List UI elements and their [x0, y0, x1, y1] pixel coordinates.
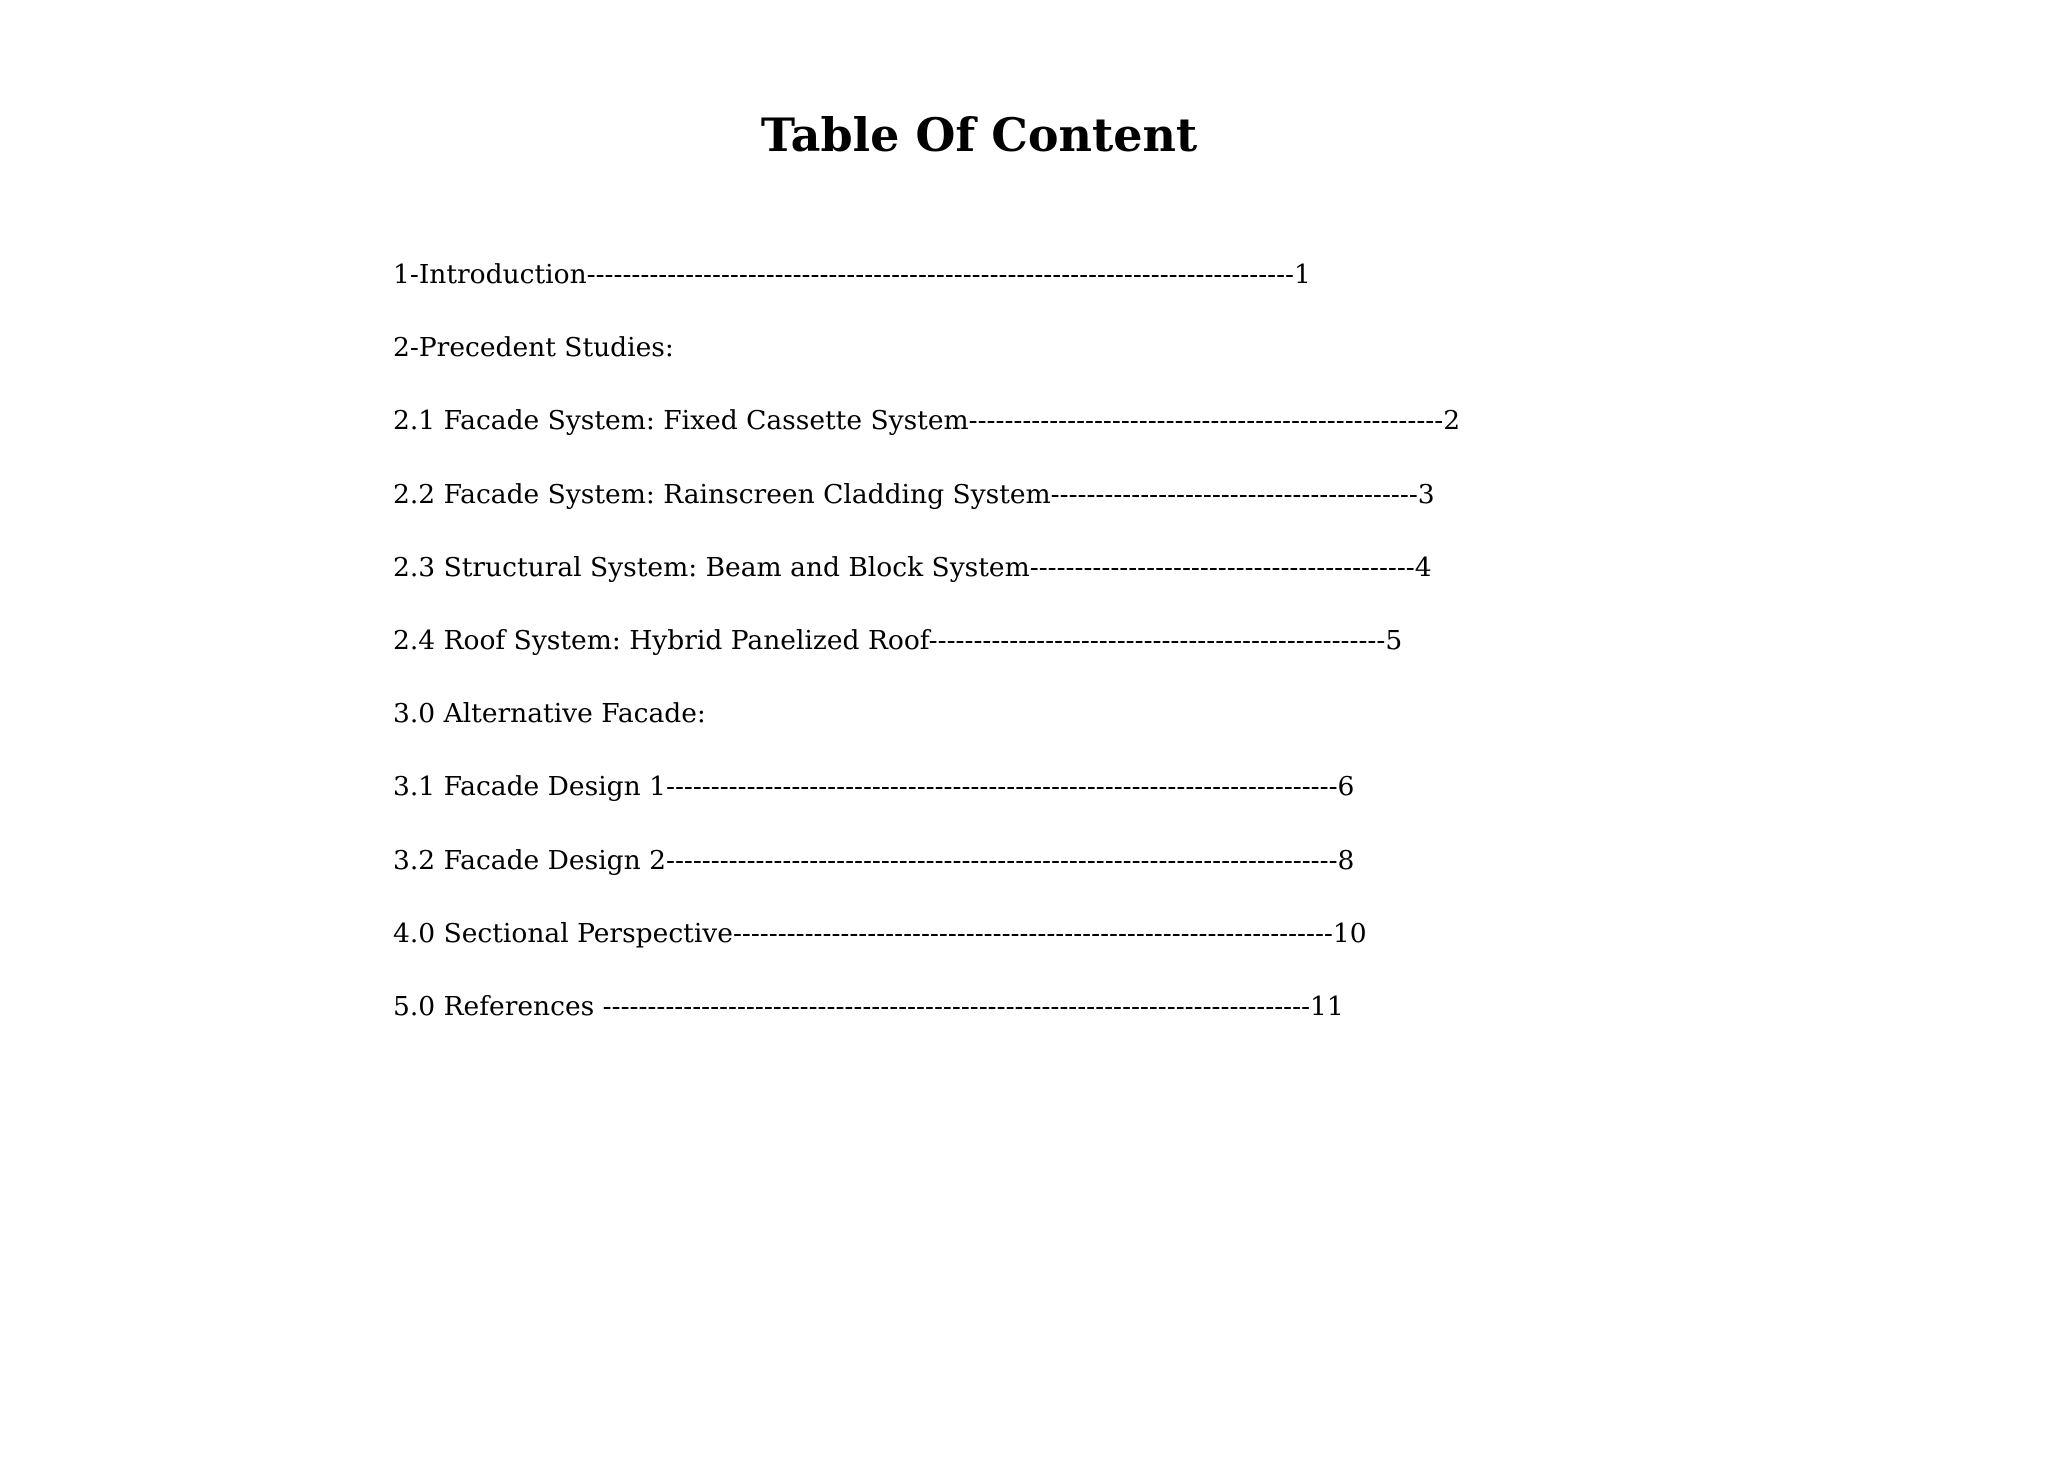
table-of-contents: [393, 252, 1693, 1057]
toc-entry-rainscreen-cladding-system: 2.2 Facade System: Rainscreen Cladding System-----------------------------------------3: [393, 478, 1435, 510]
toc-entry-fixed-cassette-system: 2.1 Facade System: Fixed Cassette System-----------------------------------------------------2: [393, 405, 1461, 437]
toc-entry-introduction: 1-Introduction-------------------------------------------------------------------------------1: [393, 259, 1311, 290]
toc-entry-facade-design-2: 3.2 Facade Design 2---------------------------------------------------------------------------8: [393, 844, 1355, 876]
toc-entry-precedent-studies: 2-Precedent Studies:: [393, 332, 674, 364]
toc-entry-beam-and-block-system: 2.3 Structural System: Beam and Block System-------------------------------------------4: [393, 551, 1432, 583]
page-title: Table Of Content: [760, 107, 1198, 162]
toc-entry-facade-design-1: 3.1 Facade Design 1---------------------------------------------------------------------------6: [393, 771, 1355, 803]
toc-entry-hybrid-panelized-roof: 2.4 Roof System: Hybrid Panelized Roof---------------------------------------------------5: [393, 624, 1403, 656]
toc-entry-sectional-perspective: 4.0 Sectional Perspective-------------------------------------------------------------------10: [393, 917, 1367, 949]
toc-entry-alternative-facade: 3.0 Alternative Facade:: [393, 698, 706, 730]
toc-entry-references: 5.0 References -------------------------------------------------------------------------------11: [393, 990, 1344, 1022]
